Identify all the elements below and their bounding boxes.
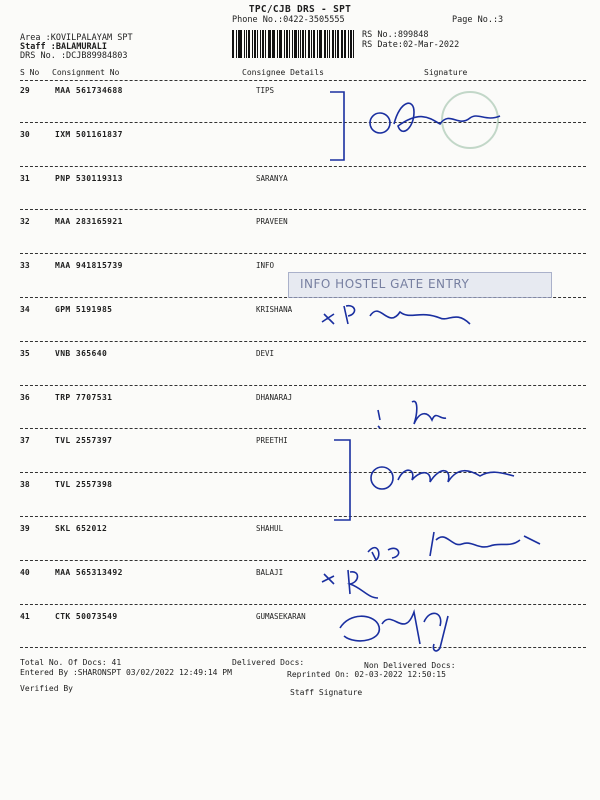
barcode-bar xyxy=(350,30,353,58)
handwritten-row-31: M.Sufas 7004344901 xyxy=(342,195,516,214)
faint-seal-stamp xyxy=(442,92,498,148)
staff-signature: Staff Signature xyxy=(290,688,363,697)
row-consignment-no: TVL 2557397 xyxy=(55,436,113,446)
rs-date: RS Date:02-Mar-2022 xyxy=(362,40,460,50)
barcode-bar xyxy=(294,30,297,58)
total-docs: Total No. Of Docs: 41 xyxy=(20,658,122,667)
barcode-bar xyxy=(324,30,326,58)
barcode-bar xyxy=(305,30,306,58)
delivered-docs: Delivered Docs: xyxy=(232,658,305,667)
row-consignment-no: SKL 652012 xyxy=(55,524,108,533)
barcode-bar xyxy=(353,30,354,58)
barcode-bar xyxy=(265,30,266,58)
drs-number: DRS No. :DCJB89984803 xyxy=(20,51,128,61)
row-consignee-name: GUMASEKARAN xyxy=(256,611,306,621)
row-sno: 41 xyxy=(20,611,30,621)
signature-row-41 xyxy=(340,612,448,651)
barcode-bar xyxy=(252,30,253,58)
row-divider xyxy=(20,209,586,210)
non-delivered-docs: Non Delivered Docs: xyxy=(364,661,456,670)
barcode-bar xyxy=(248,30,250,58)
row-divider xyxy=(20,166,586,167)
row-consignment-no: VNB 365640 xyxy=(55,348,108,358)
row-consignee-name: DEVI xyxy=(256,348,275,358)
barcode-bar xyxy=(238,30,239,58)
barcode-bar xyxy=(286,30,288,58)
row-divider xyxy=(20,341,586,342)
row-consignment-no: IXM 501161837 xyxy=(55,129,123,139)
barcode-bar xyxy=(268,30,269,58)
barcode-bar xyxy=(260,30,261,58)
row-sno: 40 xyxy=(20,567,30,577)
barcode-bar xyxy=(341,30,342,58)
barcode-bar xyxy=(272,30,275,58)
barcode-bar xyxy=(313,30,315,58)
stamp-text: INFO HOSTEL GATE ENTRY xyxy=(300,277,470,291)
barcode-bar xyxy=(280,30,282,58)
handwritten-row-32: Vinee Tm 9629029090 xyxy=(318,236,490,254)
barcode-bar xyxy=(257,30,258,58)
row-sno: 34 xyxy=(20,305,30,314)
barcode-bar xyxy=(327,30,328,58)
barcode-bar xyxy=(320,30,322,58)
phone-number: Phone No.:0422-3505555 xyxy=(232,15,345,25)
handwritten-count-2: 20 xyxy=(268,495,289,514)
row-consignment-no: TRP 7707531 xyxy=(55,392,113,402)
row-sno: 39 xyxy=(20,524,30,533)
row-consignment-no: MAA 565313492 xyxy=(55,567,123,577)
row-divider xyxy=(20,472,586,473)
barcode xyxy=(232,30,356,58)
handwritten-row-35-name: N.Ramesh xyxy=(366,346,439,362)
barcode-bar xyxy=(269,30,271,58)
entered-by: Entered By :SHARONSPT 03/02/2022 12:49:14 PM xyxy=(20,668,232,677)
staff-label: Staff :BALAMURALI xyxy=(20,42,107,52)
barcode-bar xyxy=(284,30,285,58)
circled-mark xyxy=(370,113,390,133)
row-consignee-name: BALAJI xyxy=(256,567,284,577)
barcode-bar xyxy=(308,30,311,58)
row-consignment-no: GPM 5191985 xyxy=(55,305,113,314)
barcode-bar xyxy=(239,30,242,58)
row-sno: 33 xyxy=(20,261,30,271)
row-divider xyxy=(20,647,586,648)
row-consignee-name: DHANARAJ xyxy=(256,392,293,402)
handwritten-row-40-mark: 22 xyxy=(570,586,584,599)
barcode-bar xyxy=(236,30,237,58)
row-sno: 36 xyxy=(20,392,30,402)
signature-row-40 xyxy=(322,570,378,598)
row-sno: 32 xyxy=(20,217,30,227)
reprinted-on: Reprinted On: 02-03-2022 12:50:15 xyxy=(287,670,446,679)
barcode-bar xyxy=(329,30,330,58)
bracket-mark xyxy=(334,440,350,520)
handwritten-row-40: 9939815917 xyxy=(378,593,455,607)
row-consignee-name: KRISHANA xyxy=(256,305,293,314)
handwritten-row-38: 9994414956 xyxy=(400,500,515,521)
signature-row-36 xyxy=(378,401,446,428)
barcode-bar xyxy=(317,30,318,58)
circled-mark xyxy=(371,467,393,489)
barcode-bar xyxy=(298,30,299,58)
barcode-bar xyxy=(254,30,257,58)
rs-number: RS No.:899848 xyxy=(362,30,429,40)
barcode-bar xyxy=(342,30,343,58)
verified-by: Verified By xyxy=(20,684,73,693)
row-consignee-name: TIPS xyxy=(256,86,275,95)
barcode-bar xyxy=(302,30,304,58)
row-consignment-no: MAA 941815739 xyxy=(55,261,123,271)
row-sno: 29 xyxy=(20,86,30,95)
barcode-bar xyxy=(337,30,339,58)
signature-row-34 xyxy=(322,306,470,324)
barcode-bar xyxy=(300,30,301,58)
barcode-bar xyxy=(262,30,264,58)
signature-row-29 xyxy=(394,103,500,131)
signature-row-39 xyxy=(368,532,540,560)
row-consignment-no: TVL 2557398 xyxy=(55,480,113,490)
row-divider xyxy=(20,385,586,386)
area-label: Area :KOVILPALAYAM SPT xyxy=(20,33,133,43)
document-title: TPC/CJB DRS - SPT xyxy=(248,4,352,15)
row-sno: 37 xyxy=(20,436,30,446)
row-sno: 38 xyxy=(20,480,30,490)
circled-two: 2 xyxy=(375,118,382,131)
row-consignee-name: SARANYA xyxy=(256,173,288,183)
barcode-bar xyxy=(311,30,312,58)
row-consignment-no: PNP 530119313 xyxy=(55,173,123,183)
row-consignment-no: MAA 561734688 xyxy=(55,86,123,95)
barcode-bar xyxy=(279,30,280,58)
row-divider xyxy=(20,560,586,561)
handwritten-count-1: 10 xyxy=(270,139,292,159)
bracket-mark xyxy=(330,92,344,160)
barcode-bar xyxy=(335,30,336,58)
handwritten-row-35-phone: 9843698011 xyxy=(372,363,474,382)
barcode-bar xyxy=(292,30,293,58)
row-consignee-name: PREETHI xyxy=(256,436,288,446)
barcode-bar xyxy=(246,30,248,58)
row-divider xyxy=(20,604,586,605)
barcode-bar xyxy=(277,30,278,58)
handwritten-row-34: 8056839384 xyxy=(469,316,567,344)
page-number: Page No.:3 xyxy=(452,15,504,25)
header-divider xyxy=(20,80,586,81)
handwritten-row-40-side: 638873350 xyxy=(469,562,556,586)
column-consignee: Consignee Details xyxy=(242,68,324,77)
row-sno: 30 xyxy=(20,129,30,139)
barcode-bar xyxy=(289,30,291,58)
circled-two: 2 xyxy=(377,473,384,486)
barcode-bar xyxy=(344,30,346,58)
barcode-bar xyxy=(244,30,245,58)
barcode-bar xyxy=(348,30,349,58)
row-consignee-name: INFO xyxy=(256,261,275,271)
barcode-bar xyxy=(332,30,335,58)
row-consignee-name: PRAVEEN xyxy=(256,217,288,227)
row-divider xyxy=(20,122,586,123)
handwritten-row-41: 9848281B xyxy=(449,618,541,651)
row-sno: 31 xyxy=(20,173,30,183)
row-consignee-name: SHAHUL xyxy=(256,524,284,533)
row-consignment-no: CTK 50073549 xyxy=(55,611,118,621)
column-consignment: Consignment No xyxy=(52,68,120,77)
barcode-bar xyxy=(232,30,234,58)
row-divider xyxy=(20,428,586,429)
column-signature: Signature xyxy=(424,68,468,77)
handwritten-footer-mark: 28 xyxy=(556,669,577,688)
column-sno: S No xyxy=(20,68,40,77)
barcode-bar xyxy=(319,30,320,58)
handwritten-row-36: 6378887813 xyxy=(450,407,541,436)
row-divider xyxy=(20,516,586,517)
row-consignment-no: MAA 283165921 xyxy=(55,217,123,227)
row-divider xyxy=(20,253,586,254)
row-sno: 35 xyxy=(20,348,30,358)
